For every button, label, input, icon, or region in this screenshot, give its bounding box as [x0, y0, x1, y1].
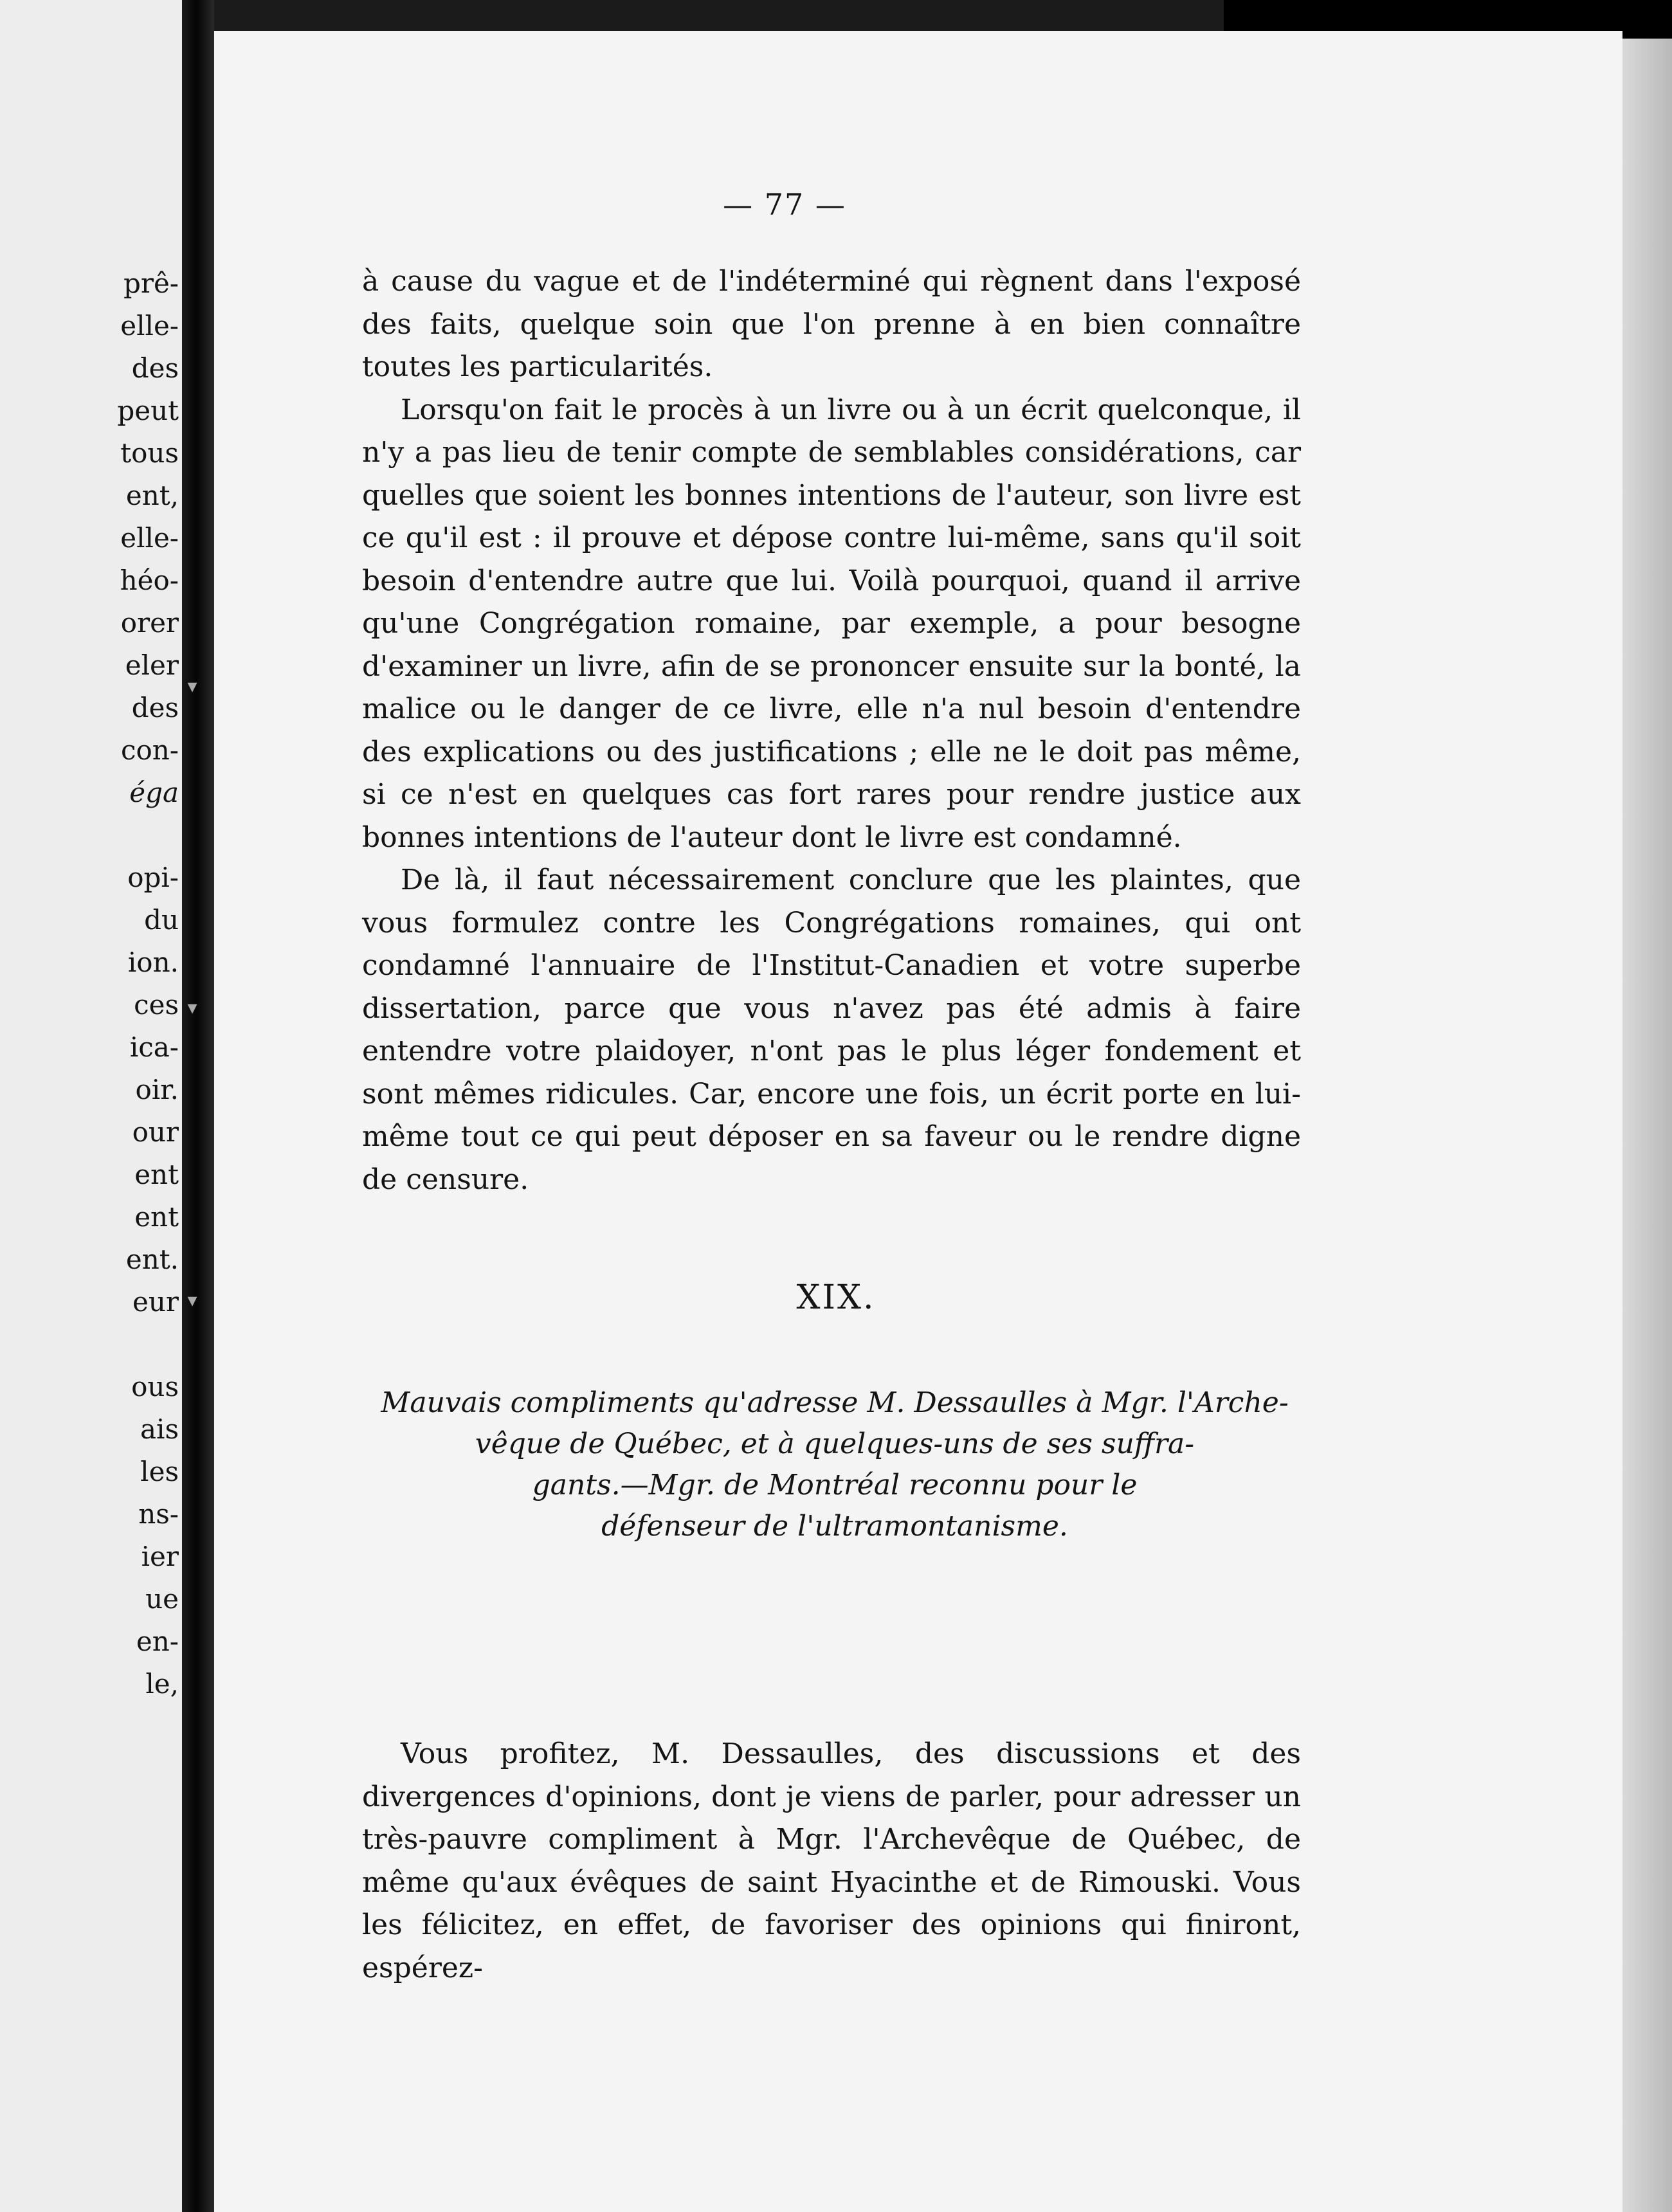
- line-fragment: ent,: [125, 480, 179, 511]
- gutter-arrow-icon: ▾: [187, 675, 197, 698]
- gutter-arrow-icon: ▾: [187, 1289, 197, 1312]
- page-stack-edge: [1622, 39, 1672, 2212]
- previous-page-fragment: [0, 0, 182, 2212]
- line-fragment: ais: [140, 1413, 179, 1445]
- line-fragment: peut: [117, 395, 179, 426]
- line-fragment: elle-: [120, 310, 179, 341]
- summary-line: gants.—Mgr. de Montréal reconnu pour le: [532, 1469, 1138, 1501]
- line-fragment: ion.: [127, 947, 179, 978]
- line-fragment: orer: [120, 607, 179, 639]
- line-fragment: ces: [134, 989, 179, 1020]
- line-fragment: ier: [141, 1541, 179, 1572]
- body-text-top: [362, 260, 1301, 1201]
- line-fragment: les: [140, 1456, 179, 1487]
- line-fragment: prê-: [123, 267, 179, 299]
- line-fragment: con-: [120, 734, 179, 766]
- line-fragment: eur: [132, 1286, 179, 1318]
- line-fragment: our: [132, 1116, 179, 1148]
- paragraph: Vous profitez, M. Dessaulles, des discussions et des divergences d'opinions, dont je viens de parler, pour adresser un très-pauvre compliment à Mgr. l'Archevêque de Québec, de même qu'aux évêques de saint Hyacinthe et de Rimouski. Vous les félicitez, en effet, de favoriser des opinions qui finiront, espérez-: [362, 1737, 1301, 1984]
- line-fragment: le,: [145, 1668, 179, 1700]
- line-fragment: oir.: [135, 1074, 179, 1105]
- line-fragment: [5, 814, 179, 857]
- line-fragment: des: [131, 692, 179, 723]
- page-number: — 77 —: [723, 187, 846, 222]
- line-fragment: ent: [134, 1201, 179, 1233]
- book-gutter: [182, 0, 214, 2212]
- line-fragment: ue: [145, 1583, 179, 1615]
- line-fragment: [5, 1323, 179, 1366]
- body-text-bottom: [362, 1733, 1301, 1990]
- line-fragment: ous: [131, 1371, 179, 1402]
- line-fragment: héo-: [120, 565, 179, 596]
- line-fragment: ent.: [125, 1244, 179, 1275]
- line-fragment: opi-: [127, 862, 179, 893]
- previous-page-line-ends: [5, 262, 179, 1705]
- scan-top-edge: [214, 0, 1224, 31]
- line-fragment: ent: [134, 1159, 179, 1190]
- section-heading: XIX.: [796, 1278, 876, 1317]
- line-fragment: tous: [120, 437, 179, 469]
- paragraph: De là, il faut nécessairement conclure que les plaintes, que vous formulez contre les Congrégations romaines, qui ont condamné l'annuaire de l'Institut-Canadien et votre superbe dissertation, parce que vous n'avez pas été admis à faire entendre votre plaidoyer, n'ont pas le plus léger fondement et sont mêmes ridicules. Car, encore une fois, un écrit porte en lui-même tout ce qui peut déposer en sa faveur ou le rendre digne de censure.: [362, 864, 1301, 1196]
- line-fragment: des: [131, 352, 179, 384]
- line-fragment: du: [144, 904, 179, 936]
- line-fragment: éga: [129, 777, 179, 808]
- gutter-arrow-icon: ▾: [187, 997, 197, 1019]
- summary-line: Mauvais compliments qu'adresse M. Dessaulles à Mgr. l'Arche-: [381, 1386, 1289, 1419]
- summary-line: défenseur de l'ultramontanisme.: [601, 1510, 1068, 1543]
- line-fragment: eler: [125, 649, 179, 681]
- line-fragment: en-: [136, 1626, 179, 1657]
- line-fragment: ica-: [129, 1031, 179, 1063]
- line-fragment: elle-: [120, 522, 179, 554]
- paragraph: à cause du vague et de l'indéterminé qui règnent dans l'exposé des faits, quelque soin que l'on prenne à en bien connaître toutes les particularités.: [362, 265, 1301, 383]
- section-summary: [362, 1382, 1307, 1547]
- summary-line: vêque de Québec, et à quelques-uns de ses suffra-: [475, 1428, 1195, 1460]
- paragraph: Lorsqu'on fait le procès à un livre ou à un écrit quelconque, il n'y a pas lieu de tenir compte de semblables considérations, car quelles que soient les bonnes intentions de l'auteur, son livre est ce qu'il est : il prouve et dépose contre lui-même, sans qu'il soit besoin d'entendre autre que lui. Voilà pourquoi, quand il arrive qu'une Congrégation romaine, par exemple, a pour besogne d'examiner un livre, afin de se prononcer ensuite sur la bonté, la malice ou le danger de ce livre, elle n'a nul besoin d'entendre des explications ou des justifications ; elle ne le doit pas même, si ce n'est en quelques cas fort rares pour rendre justice aux bonnes intentions de l'auteur dont le livre est condamné.: [362, 393, 1301, 854]
- line-fragment: ns-: [138, 1498, 179, 1530]
